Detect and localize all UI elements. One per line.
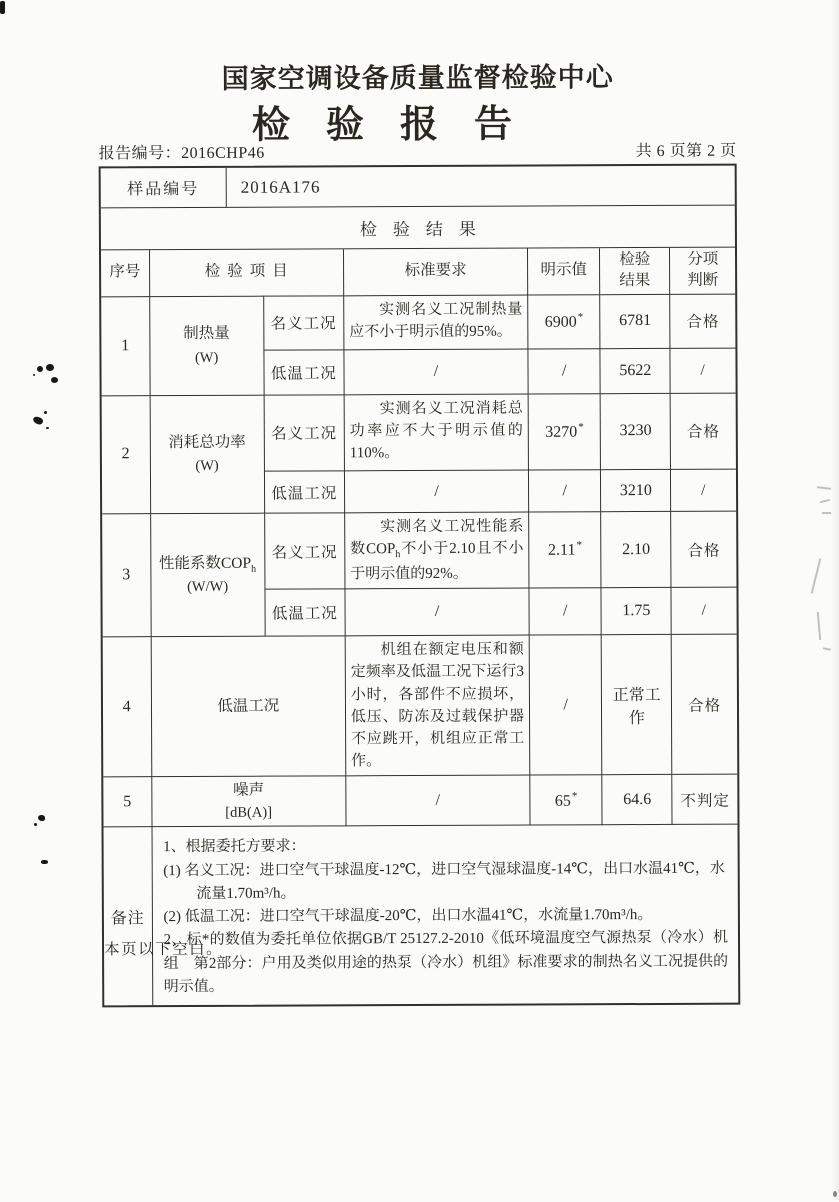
document-title: 检验报告	[251, 103, 549, 147]
row-requirement: 机组在额定电压和额定频率及低温工况下运行3小时，各部件不应损坏，低压、防冻及过载保护器不应跳开，机组应正常工作。	[345, 635, 530, 776]
org-name: 国家空调设备质量监督检验中心	[221, 62, 614, 94]
table-row	[102, 393, 736, 472]
row-requirement: /	[345, 588, 529, 636]
header-result: 检验 结果	[600, 248, 670, 295]
row-test-result: 6781	[600, 294, 670, 348]
scan-speck	[46, 427, 49, 429]
row-declared-value: 65*	[530, 775, 602, 825]
row-declared-value: 3270*	[528, 394, 600, 470]
page-blank-note: 本页以下空白。	[104, 940, 224, 959]
results-table	[99, 164, 741, 1008]
row-condition: 名义工况	[263, 296, 343, 350]
row-declared-value: /	[529, 635, 602, 775]
report-number-label: 报告编号：	[98, 145, 182, 163]
table-row	[102, 511, 736, 590]
row-test-result: 1.75	[601, 588, 671, 635]
header-requirement: 标准要求	[343, 249, 527, 296]
row-seq: 3	[102, 514, 151, 637]
remark-line: 2、标*的数值为委托单位依据GB/T 25127.2-2010《低环境温度空气源热泵（冷水）机组 第2部分：户用及类似用途的热泵（冷水）机组》标准要求的制热名义工况提供的明示值。	[163, 929, 729, 995]
row-item: 噪声 [dB(A)]	[151, 776, 346, 827]
remark-line: 1、根据委托方要求：	[163, 838, 306, 856]
row-condition: 低温工况	[265, 589, 345, 636]
table-header-row	[101, 248, 735, 297]
scan-speck	[0, 1, 5, 14]
page-indicator: 共 6 页第 2 页	[635, 142, 737, 161]
row-judgement: 不判定	[672, 774, 737, 824]
row-seq: 1	[101, 297, 149, 396]
remark-line: (2) 低温工况：进口空气干球温度-20℃，出口水温41℃，水流量1.70m³/h。	[163, 907, 653, 926]
row-test-result: 3230	[600, 393, 670, 469]
row-judgement: /	[671, 469, 736, 511]
remark-line: (1) 名义工况：进口空气干球温度-12℃，进口空气湿球温度-14℃，出口水温41℃，水流量1.70m³/h。	[163, 860, 725, 902]
row-condition: 名义工况	[264, 395, 344, 472]
row-declared-value: 2.11*	[529, 512, 601, 588]
row-judgement: 合格	[670, 294, 735, 348]
row-requirement: 实测名义工况性能系数$COP_h$不小于2.10且不小于明示值的92%。	[345, 512, 530, 589]
row-declared-value: /	[528, 349, 600, 394]
header-judgement: 分项 判断	[670, 248, 735, 295]
remarks-label: 备注	[104, 827, 153, 1005]
row-judgement: 合格	[670, 393, 735, 469]
scan-speck	[51, 377, 58, 383]
scan-speck	[34, 823, 37, 826]
sample-number-value: 2016A176	[240, 176, 321, 197]
row-seq: 2	[102, 396, 151, 514]
scan-speck	[33, 374, 35, 376]
row-item: 性能系数$COP_h$ (W/W)	[150, 513, 265, 637]
row-test-result: 5622	[600, 348, 670, 393]
row-item: 制热量 (W)	[149, 296, 264, 395]
row-declared-value: 6900*	[528, 295, 600, 349]
row-requirement: 实测名义工况制热量应不小于明示值的95%。	[344, 295, 529, 350]
row-seq: 5	[103, 777, 151, 827]
scan-speck	[833, 1191, 837, 1197]
row-test-result: 2.10	[601, 511, 671, 587]
row-requirement: /	[344, 470, 528, 513]
bleed-through-mark	[822, 512, 831, 514]
row-judgement: 合格	[672, 634, 738, 774]
scan-speck	[46, 364, 54, 371]
row-item: 消耗总功率 (W)	[150, 395, 265, 514]
section-title: 检验结果	[101, 206, 735, 251]
scan-speck	[37, 366, 43, 372]
table-row	[103, 634, 738, 777]
scan-speck	[41, 860, 48, 864]
remarks-content	[152, 824, 739, 1005]
row-requirement: 实测名义工况消耗总功率应不大于明示值的110%。	[344, 394, 529, 471]
report-number-value: 2016CHP46	[181, 144, 265, 163]
row-requirement: /	[344, 349, 528, 395]
remarks-row	[104, 824, 739, 1005]
sample-number-label: 样品编号	[101, 168, 227, 208]
header-item: 检验项目	[149, 249, 343, 296]
row-test-result: 3210	[601, 469, 671, 511]
row-judgement: /	[670, 348, 735, 393]
sample-number-row	[101, 166, 735, 209]
row-condition: 低温工况	[264, 471, 344, 513]
header-seq: 序号	[101, 250, 149, 297]
row-declared-value: /	[529, 470, 601, 512]
header-declared: 明示值	[528, 248, 600, 295]
row-item: 低温工况	[151, 636, 346, 777]
table-row	[103, 774, 737, 827]
row-declared-value: /	[529, 588, 601, 635]
table-row	[101, 294, 735, 351]
scan-speck	[44, 411, 47, 414]
row-condition: 名义工况	[264, 513, 344, 590]
row-seq: 4	[103, 637, 152, 777]
report-number	[99, 140, 265, 164]
row-test-result: 正常工作	[601, 635, 672, 775]
row-judgement: /	[671, 587, 736, 634]
row-requirement: /	[346, 775, 530, 826]
scan-speck	[38, 815, 45, 821]
row-condition: 低温工况	[264, 350, 344, 395]
row-test-result: 64.6	[602, 775, 672, 825]
report-meta-row	[99, 138, 737, 164]
row-judgement: 合格	[671, 511, 736, 587]
